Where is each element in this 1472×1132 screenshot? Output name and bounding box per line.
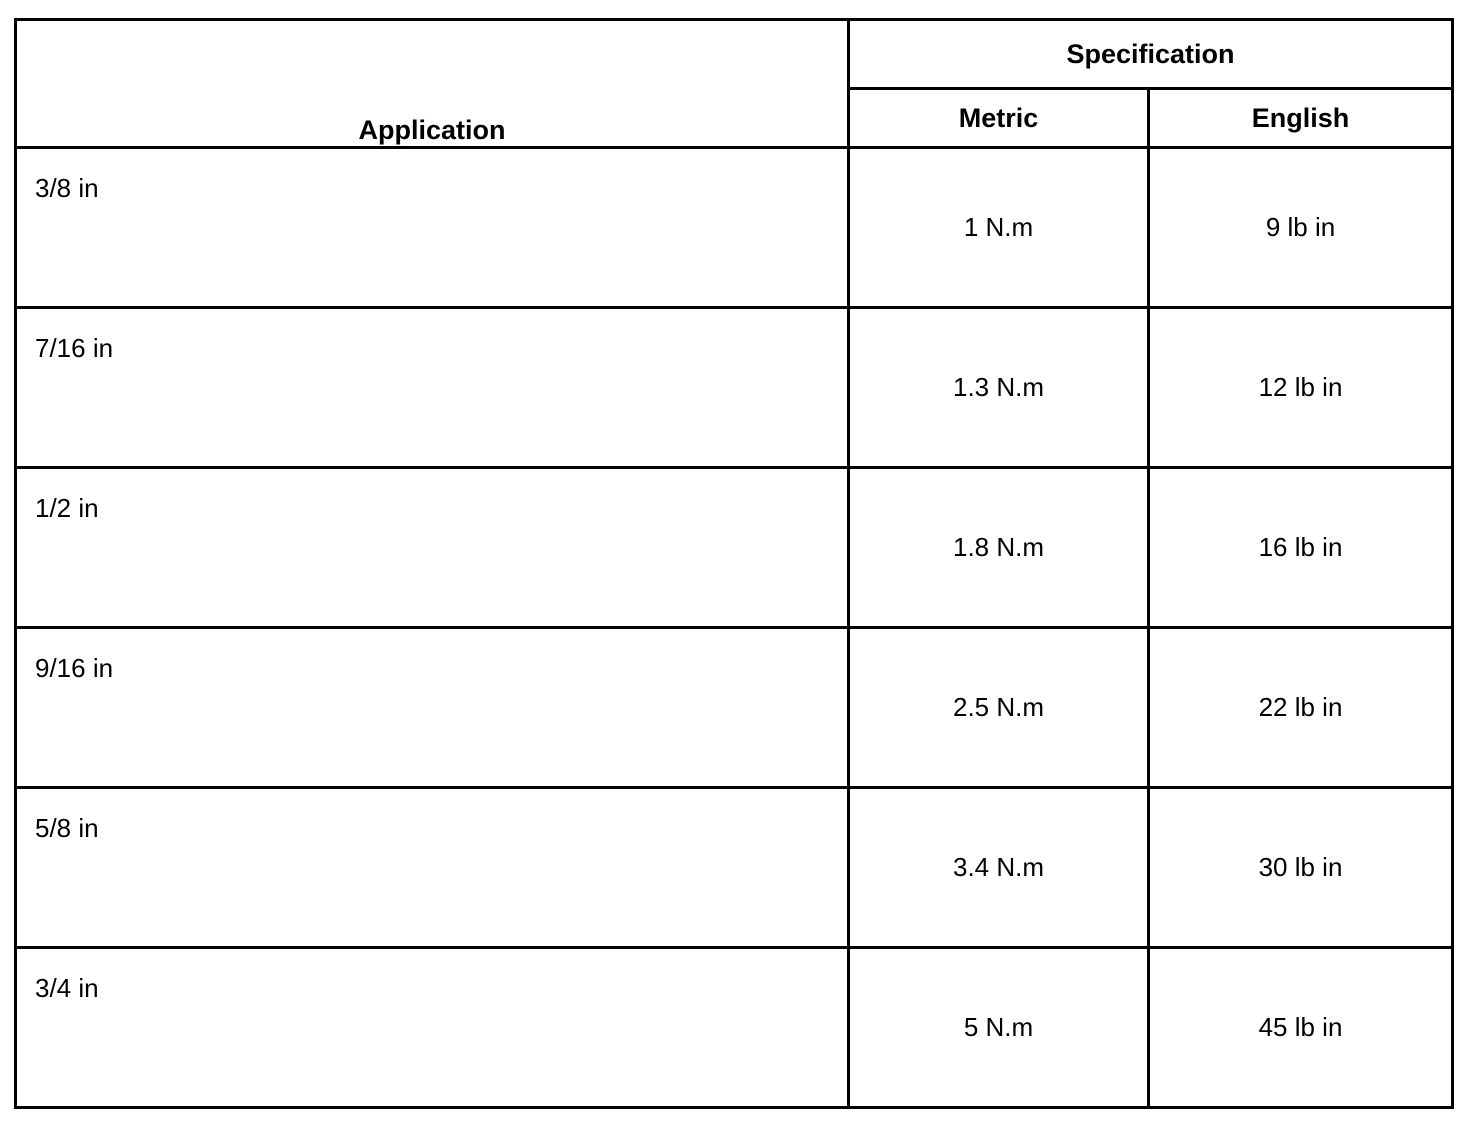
table-row	[16, 148, 1453, 308]
header-specification: Specification	[849, 20, 1453, 89]
application-cell	[16, 308, 849, 468]
metric-cell: 5 N.m	[849, 948, 1149, 1108]
english-cell: 12 lb in	[1149, 308, 1453, 468]
table-body	[16, 148, 1453, 1108]
application-value: 7/16 in	[35, 333, 114, 363]
metric-cell: 2.5 N.m	[849, 628, 1149, 788]
metric-cell: 1.8 N.m	[849, 468, 1149, 628]
table-row	[16, 468, 1453, 628]
english-cell: 9 lb in	[1149, 148, 1453, 308]
application-value: 1/2 in	[35, 493, 99, 523]
table-row	[16, 308, 1453, 468]
application-cell	[16, 148, 849, 308]
english-cell: 22 lb in	[1149, 628, 1453, 788]
table-row	[16, 948, 1453, 1108]
metric-cell: 1 N.m	[849, 148, 1149, 308]
header-english: English	[1149, 89, 1453, 148]
header-metric: Metric	[849, 89, 1149, 148]
table-header	[16, 20, 1453, 148]
english-cell: 30 lb in	[1149, 788, 1453, 948]
application-value: 9/16 in	[35, 653, 114, 683]
application-value: 3/4 in	[35, 973, 99, 1003]
english-cell: 45 lb in	[1149, 948, 1453, 1108]
english-cell: 16 lb in	[1149, 468, 1453, 628]
specification-table	[14, 18, 1454, 1109]
application-value: 5/8 in	[35, 813, 99, 843]
metric-cell: 1.3 N.m	[849, 308, 1149, 468]
metric-cell: 3.4 N.m	[849, 788, 1149, 948]
application-cell	[16, 948, 849, 1108]
application-cell	[16, 628, 849, 788]
application-cell	[16, 788, 849, 948]
application-value: 3/8 in	[35, 173, 99, 203]
table-row	[16, 628, 1453, 788]
header-application: Application	[16, 20, 849, 148]
table-row	[16, 788, 1453, 948]
application-cell	[16, 468, 849, 628]
